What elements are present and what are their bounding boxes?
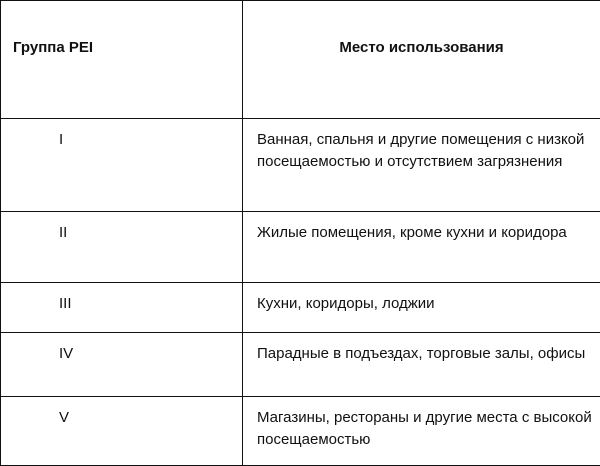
group-cell: IV [1,333,243,397]
table-row [1,333,600,397]
usage-cell: Ванная, спальня и другие помещения с низкой посещаемостью и отсутствием загрязнения [243,119,600,212]
table-row [1,212,600,283]
group-cell: V [1,397,243,466]
usage-cell: Кухни, коридоры, лоджии [243,283,600,333]
group-cell: II [1,212,243,283]
header-usage-place: Место использования [243,1,600,119]
group-cell: III [1,283,243,333]
usage-cell: Магазины, рестораны и другие места с высокой посещаемостью [243,397,600,466]
table-row [1,397,600,466]
usage-cell: Жилые помещения, кроме кухни и коридора [243,212,600,283]
group-cell: I [1,119,243,212]
table-row [1,283,600,333]
table-header-row [1,1,600,119]
header-pei-group: Группа PEI [1,1,243,119]
table-row [1,119,600,212]
usage-cell: Парадные в подъездах, торговые залы, офисы [243,333,600,397]
